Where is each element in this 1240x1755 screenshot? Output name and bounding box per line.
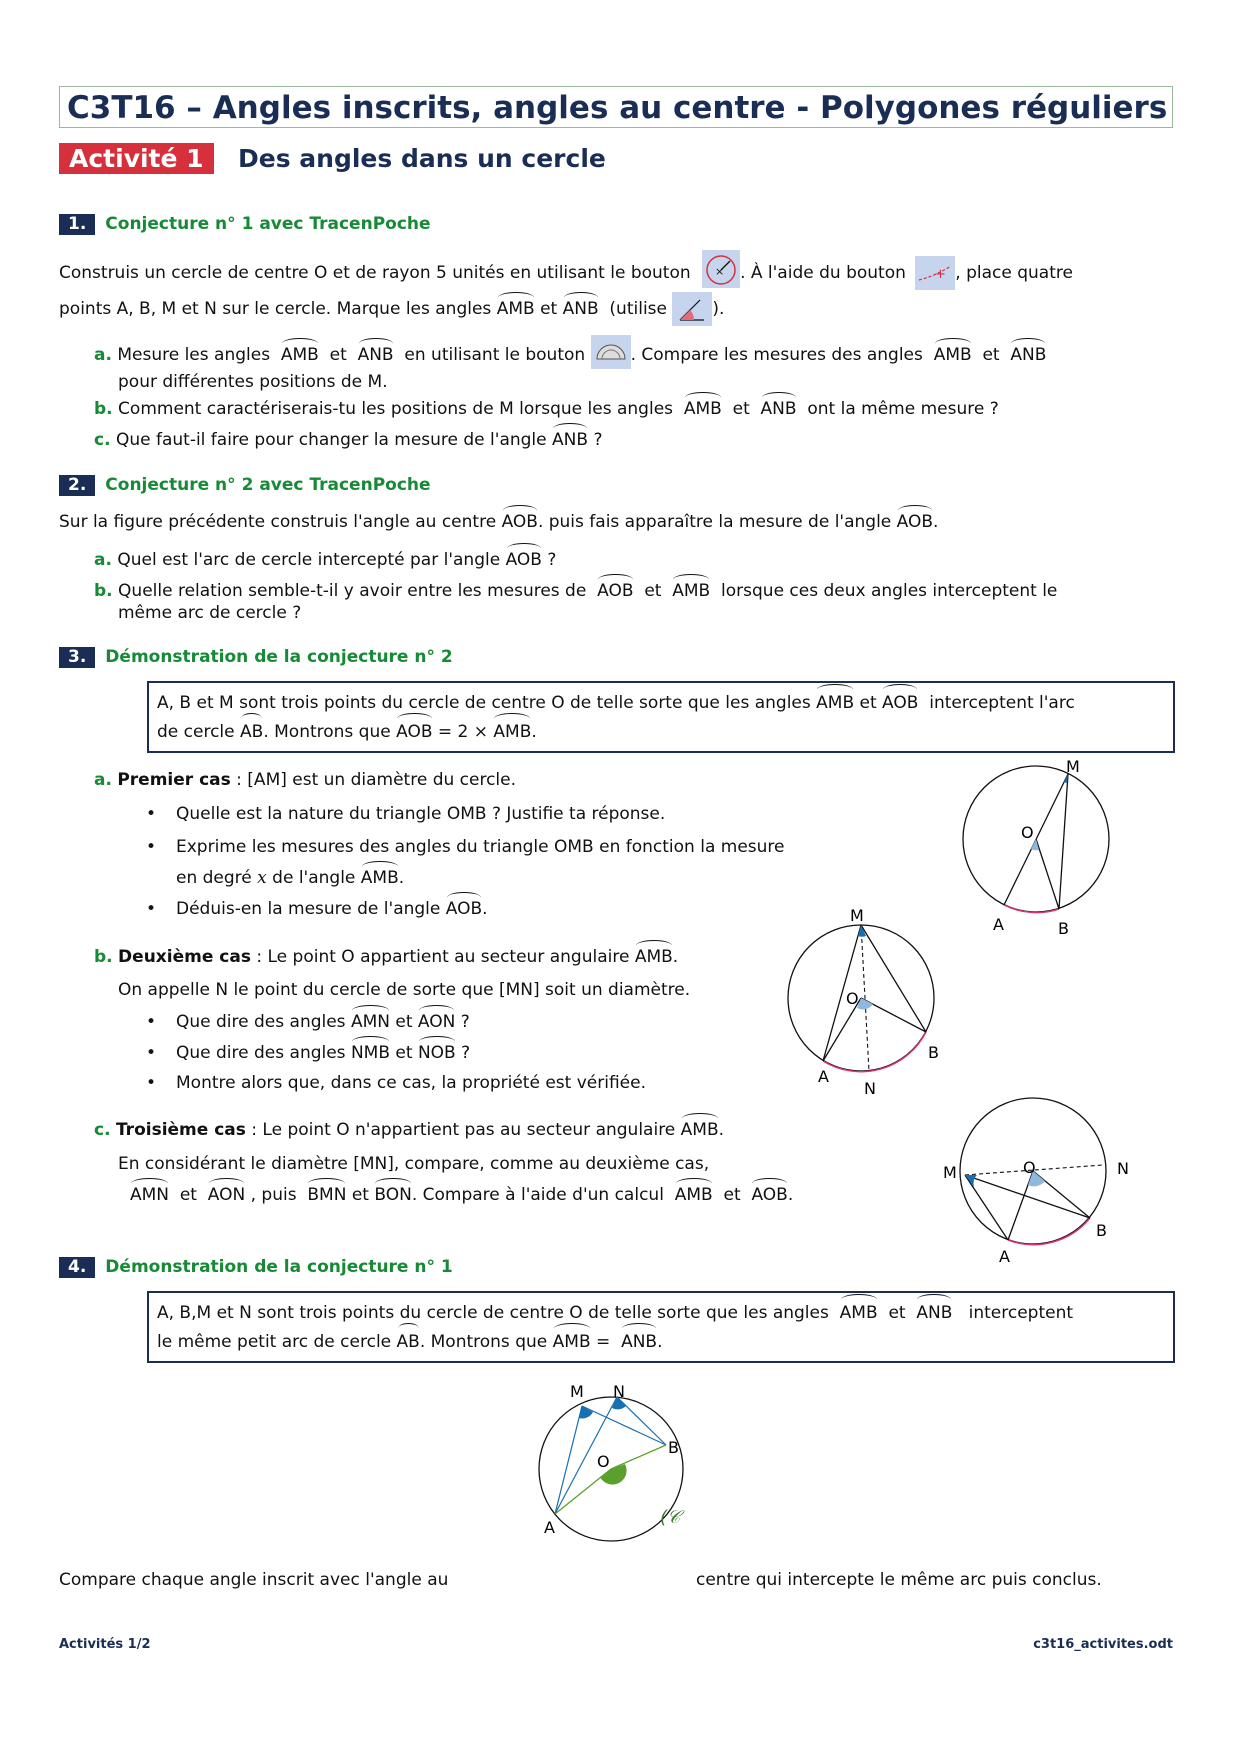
angle-amb: AMB — [496, 299, 535, 319]
activity-badge: Activité 1 — [59, 143, 214, 174]
svg-text:A: A — [818, 1067, 829, 1086]
section-2-heading: 2. Conjecture n° 2 avec TracenPoche — [59, 475, 431, 496]
s3-a-item-3: Déduis-en la mesure de l'angle AOB. — [176, 899, 488, 919]
s2-question-a: a. Quel est l'arc de cercle intercepté par l'angle AOB ? — [94, 550, 557, 570]
label-B: B — [1058, 919, 1069, 938]
svg-text:×: × — [715, 265, 725, 278]
s2-question-b: b. Quelle relation semble-t-il y avoir entre les mesures de AOB et AMB lorsque ces deux angles interceptent le — [94, 581, 1058, 601]
section-3-heading: 3. Démonstration de la conjecture n° 2 — [59, 647, 453, 668]
figure-case-1 — [955, 760, 1125, 940]
svg-text:O: O — [597, 1452, 610, 1471]
s1-paragraph-line2: points A, B, M et N sur le cercle. Marque les angles AMB et ANB (utilise ). — [59, 292, 1179, 326]
s4-final-instruction-part1: Compare chaque angle inscrit avec l'angle au — [59, 1570, 449, 1590]
footer-filename: c3t16_activites.odt — [1033, 1637, 1173, 1652]
s3-a-item-2-line2: en degré x de l'angle AMB. — [176, 868, 405, 888]
svg-text:+: + — [935, 267, 947, 282]
s3-a-item-1: Quelle est la nature du triangle OMB ? Justifie ta réponse. — [176, 804, 666, 824]
svg-text:B: B — [1096, 1221, 1107, 1240]
s3-hypothesis-box: A, B et M sont trois points du cercle de centre O de telle sorte que les angles AMB et AOB interceptent l'arc de cercle AB. Montrons que AOB = 2 × AMB. — [147, 681, 1175, 753]
s3-c-line1: En considérant le diamètre [MN], compare, comme au deuxième cas, — [118, 1154, 710, 1174]
s3-case-c: c. Troisième cas : Le point O n'appartient pas au secteur angulaire AMB. — [94, 1120, 725, 1140]
s1-paragraph-line1: Construis un cercle de centre O et de rayon 5 unités en utilisant le bouton × . À l'aide du bouton + , place quatre — [59, 256, 1179, 290]
label-M: M — [1066, 760, 1080, 776]
s2-question-b-line2: même arc de cercle ? — [118, 603, 302, 623]
s3-b-intro: On appelle N le point du cercle de sorte que [MN] soit un diamètre. — [118, 980, 691, 1000]
s4-hypothesis-box: A, B,M et N sont trois points du cercle de centre O de telle sorte que les angles AMB et ANB interceptent le même petit arc de cercle AB. Montrons que AMB = ANB. — [147, 1291, 1175, 1363]
s3-c-line2: AMN et AON , puis BMN et BON. Compare à l'aide d'un calcul AMB et AOB. — [130, 1185, 794, 1205]
s4-final-instruction-part2: centre qui intercepte le même arc puis conclus. — [696, 1570, 1102, 1590]
protractor-icon[interactable] — [591, 335, 631, 369]
section-1-heading — [59, 214, 431, 235]
s3-a-bullet-1: • — [146, 804, 157, 824]
svg-text:M: M — [943, 1163, 957, 1182]
point-on-object-icon[interactable] — [915, 256, 955, 290]
figure-conjecture-1 — [530, 1383, 710, 1553]
figure-case-3 — [935, 1093, 1150, 1263]
s3-a-item-2: Exprime les mesures des angles du triangle OMB en fonction la mesure — [176, 837, 785, 857]
footer-page: Activités 1/2 — [59, 1637, 151, 1652]
s2-paragraph: Sur la figure précédente construis l'angle au centre AOB. puis fais apparaître la mesure de l'angle AOB. — [59, 512, 939, 532]
s1-question-a-line2: pour différentes positions de M. — [118, 372, 388, 392]
angle-mark-tool-icon[interactable] — [672, 292, 712, 326]
svg-text:A: A — [999, 1247, 1010, 1263]
svg-text:N: N — [1117, 1159, 1129, 1178]
svg-text:N: N — [864, 1079, 876, 1098]
svg-text:B: B — [928, 1043, 939, 1062]
section-number: 1. — [59, 214, 95, 235]
activity-title: Des angles dans un cercle — [238, 144, 606, 173]
svg-text:N: N — [613, 1383, 625, 1401]
s1-question-b: b. Comment caractériserais-tu les positions de M lorsque les angles AMB et ANB ont la même mesure ? — [94, 399, 999, 419]
figure-case-2 — [780, 908, 950, 1108]
s1-question-a: a. Mesure les angles AMB et ANB en utilisant le bouton . Compare les mesures des angles AMB et ANB — [94, 341, 1179, 369]
circle-tool-icon[interactable] — [702, 250, 740, 288]
s3-b-item-1: Que dire des angles AMN et AON ? — [176, 1012, 470, 1032]
label-A: A — [993, 915, 1004, 934]
section-title: Conjecture n° 1 avec TracenPoche — [105, 214, 431, 234]
svg-text:O: O — [1023, 1158, 1036, 1177]
s3-case-a: a. Premier cas : [AM] est un diamètre du cercle. — [94, 770, 517, 790]
svg-text:M: M — [850, 908, 864, 925]
svg-text:O: O — [846, 989, 859, 1008]
label-O: O — [1021, 823, 1034, 842]
svg-text:A: A — [544, 1518, 555, 1537]
s3-case-b: b. Deuxième cas : Le point O appartient au secteur angulaire AMB. — [94, 947, 679, 967]
svg-text:M: M — [570, 1383, 584, 1401]
s3-b-item-3: Montre alors que, dans ce cas, la propriété est vérifiée. — [176, 1073, 646, 1093]
angle-anb: ANB — [562, 299, 599, 319]
s3-b-item-2: Que dire des angles NMB et NOB ? — [176, 1043, 471, 1063]
svg-text:B: B — [668, 1438, 679, 1457]
s1-question-c: c. Que faut-il faire pour changer la mesure de l'angle ANB ? — [94, 430, 603, 450]
circle-label: (𝒞 — [660, 1507, 681, 1528]
section-4-heading: 4. Démonstration de la conjecture n° 1 — [59, 1257, 453, 1278]
page-title: C3T16 – Angles inscrits, angles au centre - Polygones réguliers — [59, 86, 1173, 128]
